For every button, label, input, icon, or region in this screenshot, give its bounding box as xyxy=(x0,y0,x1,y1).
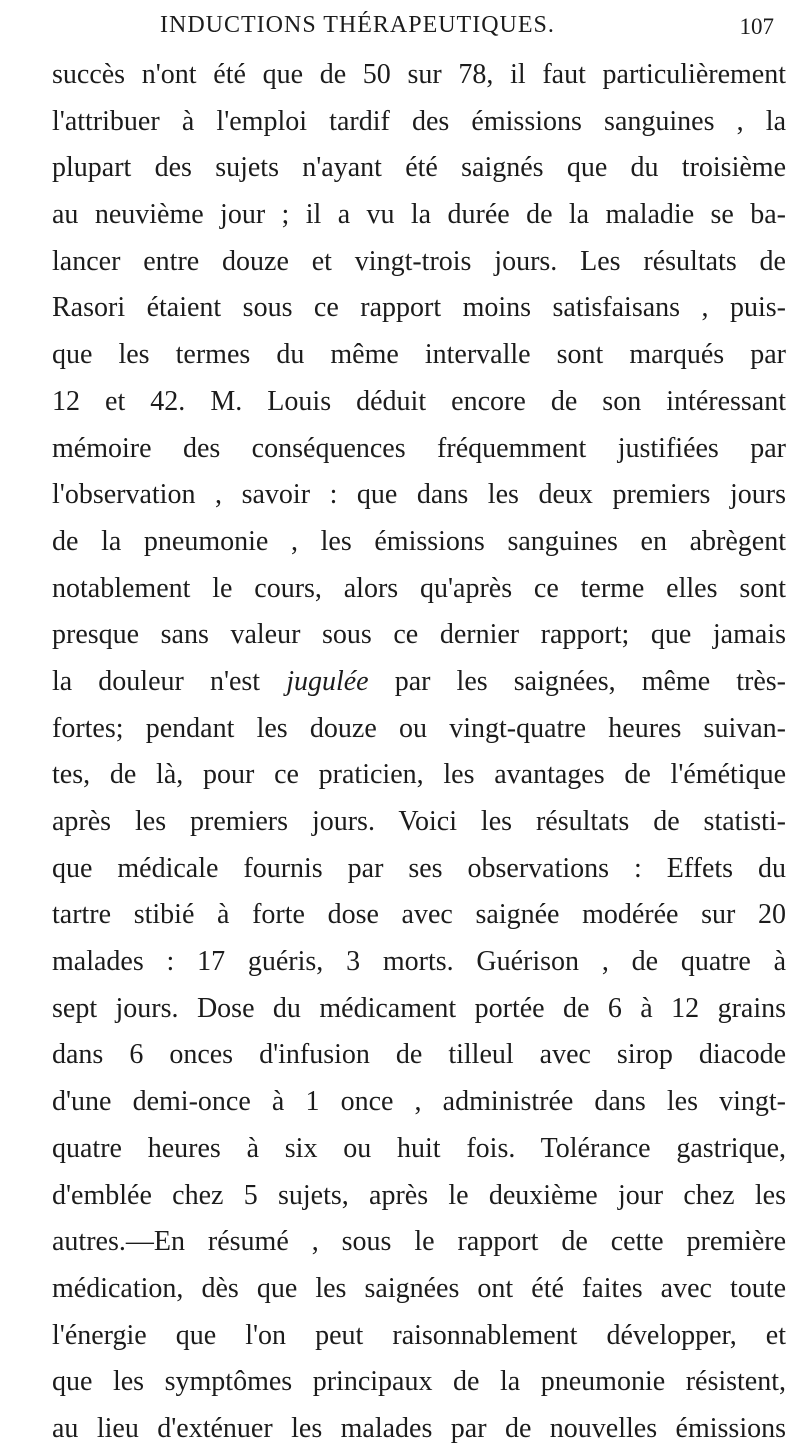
text-line: d'emblée chez 5 sujets, après le deuxième jour chez les xyxy=(52,1179,786,1211)
text-line: fortes; pendant les douze ou vingt-quatre heures suivan- xyxy=(52,712,786,744)
text-line: que médicale fournis par ses observations : Effets du xyxy=(52,852,786,884)
text-line: de la pneumonie , les émissions sanguines en abrègent xyxy=(52,525,786,557)
running-title: INDUCTIONS THÉRAPEUTIQUES. xyxy=(160,12,555,38)
text-line: succès n'ont été que de 50 sur 78, il faut particulièrement xyxy=(52,59,786,90)
text-line: sept jours. Dose du médicament portée de 6 à 12 grains xyxy=(52,992,786,1024)
emphasized-word: jugulée xyxy=(286,665,369,697)
body-text xyxy=(52,52,786,1453)
text-line: tes, de là, pour ce praticien, les avantages de l'émétique xyxy=(52,759,786,791)
text-line: notablement le cours, alors qu'après ce terme elles sont xyxy=(52,572,786,604)
text-line: l'attribuer à l'emploi tardif des émissions sanguines , la xyxy=(52,105,786,137)
text-line: l'observation , savoir : que dans les deux premiers jours xyxy=(52,479,786,511)
text-line: Rasori étaient sous ce rapport moins satisfaisans , puis- xyxy=(52,292,786,324)
text-line: que les termes du même intervalle sont marqués par xyxy=(52,339,786,371)
text-line: plupart des sujets n'ayant été saignés que du troisième xyxy=(52,152,786,184)
text-line: au lieu d'exténuer les malades par de nouvelles émissions xyxy=(52,1412,786,1444)
text-line: au neuvième jour ; il a vu la durée de la maladie se ba- xyxy=(52,199,786,231)
text-line: tartre stibié à forte dose avec saignée modérée sur 20 xyxy=(52,899,786,931)
text-line: d'une demi-once à 1 once , administrée dans les vingt- xyxy=(52,1086,786,1118)
text-line: 12 et 42. M. Louis déduit encore de son intéressant xyxy=(52,385,786,417)
text-line: que les symptômes principaux de la pneumonie résistent, xyxy=(52,1366,786,1398)
page-header xyxy=(0,6,800,46)
text-line: après les premiers jours. Voici les résultats de statisti- xyxy=(52,806,786,837)
text-line: lancer entre douze et vingt-trois jours. Les résultats de xyxy=(52,245,786,277)
text-line: l'énergie que l'on peut raisonnablement développer, et xyxy=(52,1319,786,1351)
text-line: mémoire des conséquences fréquemment justifiées par xyxy=(52,432,786,464)
page-number: 107 xyxy=(739,14,774,39)
text-line: quatre heures à six ou huit fois. Tolérance gastrique, xyxy=(52,1132,786,1164)
text-line: malades : 17 guéris, 3 morts. Guérison , de quatre à xyxy=(52,946,786,978)
text-line: dans 6 onces d'infusion de tilleul avec sirop diacode xyxy=(52,1039,786,1071)
text-line: presque sans valeur sous ce dernier rapport; que jamais xyxy=(52,619,786,651)
text-line: la douleur n'est jugulée par les saignées, même très- xyxy=(52,665,786,697)
text-line: médication, dès que les saignées ont été faites avec toute xyxy=(52,1272,786,1304)
text-line: autres.—En résumé , sous le rapport de cette première xyxy=(52,1226,786,1258)
